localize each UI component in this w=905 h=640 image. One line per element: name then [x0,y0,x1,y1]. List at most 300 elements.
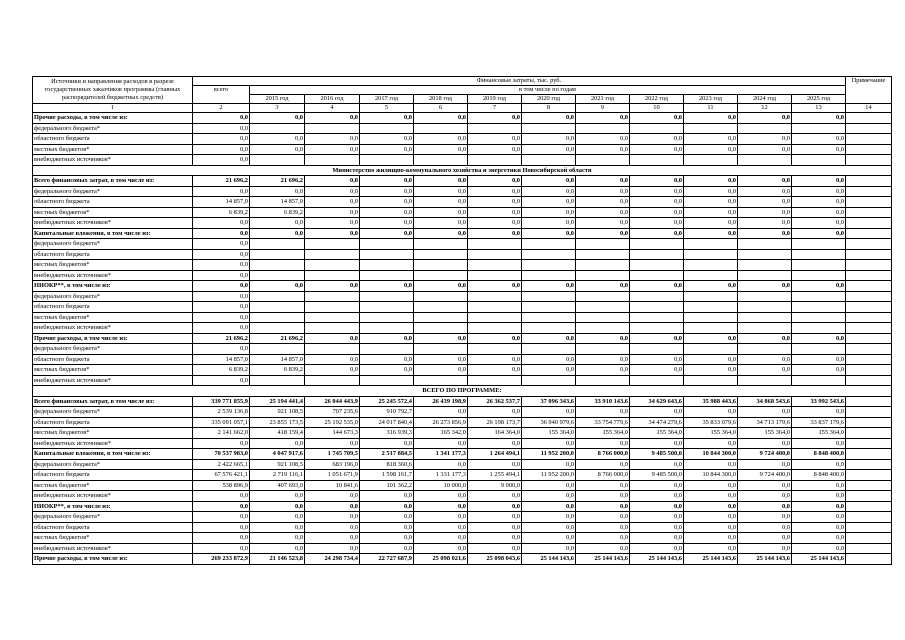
year-cell: 0,0 [792,354,846,365]
year-cell [522,155,576,166]
row-label: областного бюджета [33,134,193,145]
total-cell: 335 091 057,1 [193,417,250,428]
column-number: 7 [468,104,522,113]
row-label: областного бюджета [33,197,193,208]
year-cell: 0,0 [792,144,846,155]
row-label: федерального бюджета* [33,407,193,418]
year-cell: 0,0 [630,407,684,418]
year-cell: 25 144 143,6 [792,554,846,565]
year-cell: 9 000,0 [468,480,522,491]
table-row [33,291,892,302]
year-cell [792,375,846,386]
year-cell [414,260,468,271]
table-row [33,186,892,197]
table-row [33,123,892,134]
year-cell [684,291,738,302]
total-cell: 2 422 665,1 [193,459,250,470]
total-cell: 14 857,0 [193,354,250,365]
year-cell: 155 364,0 [738,428,792,439]
total-cell: 0,0 [193,491,250,502]
year-cell: 0,0 [684,333,738,344]
year-cell [250,239,305,250]
year-cell [630,249,684,260]
year-cell: 683 196,0 [305,459,360,470]
year-cell [630,260,684,271]
row-label: местных бюджетов* [33,428,193,439]
row-label: областного бюджета [33,522,193,533]
year-cell: 10 844 300,0 [684,470,738,481]
year-cell: 0,0 [576,144,630,155]
year-cell [522,375,576,386]
total-cell: 0,0 [193,375,250,386]
year-cell: 707 235,6 [305,407,360,418]
year-cell: 0,0 [792,501,846,512]
note-cell [846,470,892,481]
year-cell [576,344,630,355]
year-cell [630,312,684,323]
note-cell [846,522,892,533]
year-cell [630,323,684,334]
row-label: внебюджетных источников* [33,270,193,281]
year-cell: 0,0 [576,354,630,365]
table-row [33,218,892,229]
year-cell: 0,0 [576,113,630,124]
year-cell: 0,0 [305,281,360,292]
year-cell: 1 264 494,1 [468,449,522,460]
total-cell: 0,0 [193,228,250,239]
year-cell: 0,0 [630,333,684,344]
year-cell: 0,0 [576,491,630,502]
table-row [33,470,892,481]
note-cell [846,239,892,250]
total-cell: 0,0 [193,218,250,229]
year-cell: 10 844 300,0 [684,449,738,460]
year-cell [576,123,630,134]
year-cell [684,123,738,134]
year-cell [576,323,630,334]
year-cell: 25 194 441,4 [250,396,305,407]
year-cell: 0,0 [792,365,846,376]
total-cell: 67 576 421,1 [193,470,250,481]
year-cell: 0,0 [576,197,630,208]
year-cell [792,270,846,281]
note-cell [846,323,892,334]
year-header: 2018 год [414,95,468,104]
note-cell [846,491,892,502]
year-cell: 6 839,2 [250,207,305,218]
year-cell: 0,0 [684,134,738,145]
year-cell: 0,0 [738,197,792,208]
total-cell: 339 771 855,9 [193,396,250,407]
year-cell [630,239,684,250]
year-header: 2019 год [468,95,522,104]
total-cell: 0,0 [193,281,250,292]
year-cell: 0,0 [738,228,792,239]
year-cell: 1 051 671,9 [305,470,360,481]
year-cell: 8 766 000,0 [576,470,630,481]
year-cell: 24 298 734,4 [305,554,360,565]
year-cell: 0,0 [522,281,576,292]
year-cell: 0,0 [468,113,522,124]
total-cell: 0,0 [193,522,250,533]
year-cell: 0,0 [576,281,630,292]
total-cell: 0,0 [193,438,250,449]
row-label: местных бюджетов* [33,365,193,376]
year-cell: 0,0 [250,218,305,229]
note-cell [846,501,892,512]
note-cell [846,186,892,197]
year-cell [738,270,792,281]
row-label: федерального бюджета* [33,123,193,134]
year-cell: 11 952 200,0 [522,470,576,481]
year-cell [414,123,468,134]
year-cell: 0,0 [250,228,305,239]
row-label: Всего финансовых затрат, в том числе из: [33,396,193,407]
year-cell: 1 255 494,1 [468,470,522,481]
year-header: 2017 год [360,95,414,104]
year-cell: 0,0 [468,197,522,208]
note-cell [846,228,892,239]
year-cell [305,260,360,271]
row-label: федерального бюджета* [33,344,193,355]
year-cell [576,302,630,313]
row-label: Капитальные вложения, в том числе из: [33,228,193,239]
year-cell: 0,0 [738,501,792,512]
year-cell: 0,0 [792,522,846,533]
total-cell: 0,0 [193,501,250,512]
year-cell: 0,0 [468,134,522,145]
column-number: 8 [522,104,576,113]
year-cell: 8 766 000,0 [576,449,630,460]
year-cell: 0,0 [630,438,684,449]
year-cell: 0,0 [630,459,684,470]
year-cell: 0,0 [414,186,468,197]
row-label: федерального бюджета* [33,459,193,470]
year-cell: 0,0 [250,543,305,554]
costs-header: Финансовые затраты, тыс. руб. [193,77,846,86]
year-cell: 0,0 [684,113,738,124]
total-cell: 0,0 [193,302,250,313]
row-label: федерального бюджета* [33,291,193,302]
note-cell [846,428,892,439]
total-cell: 0,0 [193,123,250,134]
total-cell: 70 537 983,0 [193,449,250,460]
year-cell [414,239,468,250]
year-cell: 418 159,4 [250,428,305,439]
year-cell: 25 144 143,6 [738,554,792,565]
by-years-header: в том числе по годам [250,86,846,95]
year-cell: 34 713 179,6 [738,417,792,428]
row-label: местных бюджетов* [33,207,193,218]
row-label: Прочие расходы, в том числе из: [33,113,193,124]
note-cell [846,365,892,376]
year-cell: 0,0 [792,512,846,523]
note-cell [846,543,892,554]
table-row [33,197,892,208]
year-cell: 0,0 [792,197,846,208]
year-cell [684,260,738,271]
note-cell [846,113,892,124]
year-cell: 0,0 [305,207,360,218]
year-cell: 0,0 [576,407,630,418]
year-cell: 0,0 [360,543,414,554]
year-cell: 0,0 [468,512,522,523]
year-cell: 0,0 [250,281,305,292]
year-cell: 0,0 [522,438,576,449]
year-cell: 0,0 [305,333,360,344]
year-cell [468,155,522,166]
year-cell: 0,0 [792,459,846,470]
year-cell: 0,0 [684,197,738,208]
total-cell: 0,0 [193,249,250,260]
table-row [33,491,892,502]
total-cell: 0,0 [193,260,250,271]
year-cell [738,312,792,323]
year-cell: 165 342,0 [414,428,468,439]
total-cell: 2 539 136,8 [193,407,250,418]
year-cell: 0,0 [360,176,414,187]
note-cell [846,302,892,313]
year-cell [684,302,738,313]
source-column-header: Источники и направления расходов в разрезе государственных заказчиков программы (главных распорядителей бюджетных средств) [33,77,193,104]
row-label: внебюджетных источников* [33,218,193,229]
year-cell [792,249,846,260]
year-cell: 0,0 [630,228,684,239]
year-cell [305,239,360,250]
year-cell: 0,0 [468,365,522,376]
year-cell: 0,0 [738,459,792,470]
year-cell [738,375,792,386]
column-number: 14 [846,104,892,113]
year-cell: 0,0 [360,512,414,523]
table-row [33,228,892,239]
year-header: 2022 год [630,95,684,104]
table-row [33,270,892,281]
table-row [33,333,892,344]
year-cell: 0,0 [414,512,468,523]
year-cell: 0,0 [792,407,846,418]
table-row [33,239,892,250]
year-cell: 0,0 [360,522,414,533]
year-cell: 0,0 [792,480,846,491]
year-cell: 0,0 [630,512,684,523]
year-cell: 0,0 [360,228,414,239]
year-cell: 26 273 856,9 [414,417,468,428]
row-label: областного бюджета [33,354,193,365]
year-cell: 0,0 [414,501,468,512]
year-cell [630,270,684,281]
year-cell: 0,0 [738,407,792,418]
column-number: 13 [792,104,846,113]
table-row [33,554,892,565]
year-cell: 0,0 [684,522,738,533]
table-row [33,249,892,260]
year-cell [738,249,792,260]
year-cell: 0,0 [738,522,792,533]
year-cell: 9 724 400,0 [738,470,792,481]
year-cell: 0,0 [414,113,468,124]
year-cell: 0,0 [468,459,522,470]
year-cell [684,270,738,281]
row-label: НИОКР**, в том числе из: [33,501,193,512]
year-cell [414,344,468,355]
year-cell: 0,0 [576,333,630,344]
year-cell [360,239,414,250]
year-cell: 0,0 [738,218,792,229]
table-row [33,512,892,523]
total-cell: 14 857,0 [193,197,250,208]
year-cell: 0,0 [684,543,738,554]
year-cell: 0,0 [468,438,522,449]
table-row [33,522,892,533]
year-cell [250,323,305,334]
year-cell [305,249,360,260]
total-cell: 538 896,9 [193,480,250,491]
year-cell [360,260,414,271]
column-number: 1 [33,104,193,113]
year-cell: 0,0 [468,144,522,155]
year-cell: 0,0 [738,144,792,155]
year-cell: 25 144 143,6 [684,554,738,565]
year-cell [250,302,305,313]
year-header: 2025 год [792,95,846,104]
year-cell: 0,0 [414,407,468,418]
year-cell [684,312,738,323]
year-cell: 0,0 [250,113,305,124]
year-cell: 0,0 [630,197,684,208]
table-row [33,344,892,355]
year-cell [360,375,414,386]
year-cell [250,344,305,355]
total-cell: 0,0 [193,344,250,355]
year-cell: 0,0 [684,501,738,512]
year-cell: 0,0 [414,207,468,218]
year-cell: 0,0 [414,438,468,449]
column-numbers-row [33,104,892,113]
note-cell [846,533,892,544]
year-cell: 0,0 [414,144,468,155]
year-cell [630,375,684,386]
year-cell: 0,0 [250,512,305,523]
year-cell [250,260,305,271]
year-cell: 0,0 [360,218,414,229]
note-cell [846,449,892,460]
year-cell: 0,0 [738,480,792,491]
year-cell [576,249,630,260]
year-cell [468,323,522,334]
year-cell: 26 439 198,9 [414,396,468,407]
year-cell [360,123,414,134]
year-cell: 8 848 400,0 [792,449,846,460]
year-cell: 0,0 [360,438,414,449]
year-cell: 8 848 400,0 [792,470,846,481]
note-cell [846,144,892,155]
year-cell [468,260,522,271]
year-cell: 0,0 [792,207,846,218]
year-cell [630,123,684,134]
note-cell [846,396,892,407]
year-cell: 22 727 687,9 [360,554,414,565]
year-cell: 34 474 279,6 [630,417,684,428]
year-cell: 0,0 [576,459,630,470]
year-cell: 910 792,7 [360,407,414,418]
year-cell: 0,0 [360,491,414,502]
year-cell [305,375,360,386]
total-cell: 0,0 [193,512,250,523]
year-cell [630,302,684,313]
year-cell [738,344,792,355]
year-cell: 0,0 [522,113,576,124]
year-cell: 0,0 [630,176,684,187]
year-cell: 0,0 [684,207,738,218]
year-cell [684,344,738,355]
row-label: внебюджетных источников* [33,491,193,502]
year-cell [305,312,360,323]
year-cell: 0,0 [250,134,305,145]
year-cell: 0,0 [305,186,360,197]
year-cell: 0,0 [576,134,630,145]
total-cell: 269 233 872,9 [193,554,250,565]
year-cell: 0,0 [522,207,576,218]
year-cell: 0,0 [360,207,414,218]
year-cell: 36 940 979,6 [522,417,576,428]
year-cell: 0,0 [792,186,846,197]
row-label: местных бюджетов* [33,144,193,155]
year-cell: 0,0 [305,543,360,554]
year-header: 2024 год [738,95,792,104]
note-cell [846,197,892,208]
year-cell [522,239,576,250]
year-cell: 0,0 [522,459,576,470]
year-cell: 0,0 [684,491,738,502]
year-cell: 0,0 [522,512,576,523]
year-cell: 0,0 [684,218,738,229]
note-cell [846,407,892,418]
table-row [33,176,892,187]
year-cell: 0,0 [738,281,792,292]
year-cell [630,155,684,166]
year-cell [738,291,792,302]
total-cell: 0,0 [193,270,250,281]
year-cell: 0,0 [522,522,576,533]
note-cell [846,512,892,523]
year-cell [360,312,414,323]
total-cell: 0,0 [193,239,250,250]
year-cell: 4 047 917,6 [250,449,305,460]
year-cell: 0,0 [360,333,414,344]
total-cell: 0,0 [193,543,250,554]
year-cell: 25 144 143,6 [522,554,576,565]
year-cell [684,155,738,166]
column-number: 6 [414,104,468,113]
note-cell [846,344,892,355]
year-cell: 0,0 [792,438,846,449]
year-cell: 0,0 [305,501,360,512]
year-cell: 0,0 [522,333,576,344]
note-cell [846,312,892,323]
year-cell: 0,0 [305,176,360,187]
year-cell [522,302,576,313]
note-cell [846,375,892,386]
note-cell [846,123,892,134]
year-cell: 0,0 [522,480,576,491]
year-cell [414,375,468,386]
year-cell: 25 098 021,6 [414,554,468,565]
year-cell [738,260,792,271]
year-cell: 0,0 [522,365,576,376]
total-cell: 0,0 [193,144,250,155]
year-cell [250,123,305,134]
